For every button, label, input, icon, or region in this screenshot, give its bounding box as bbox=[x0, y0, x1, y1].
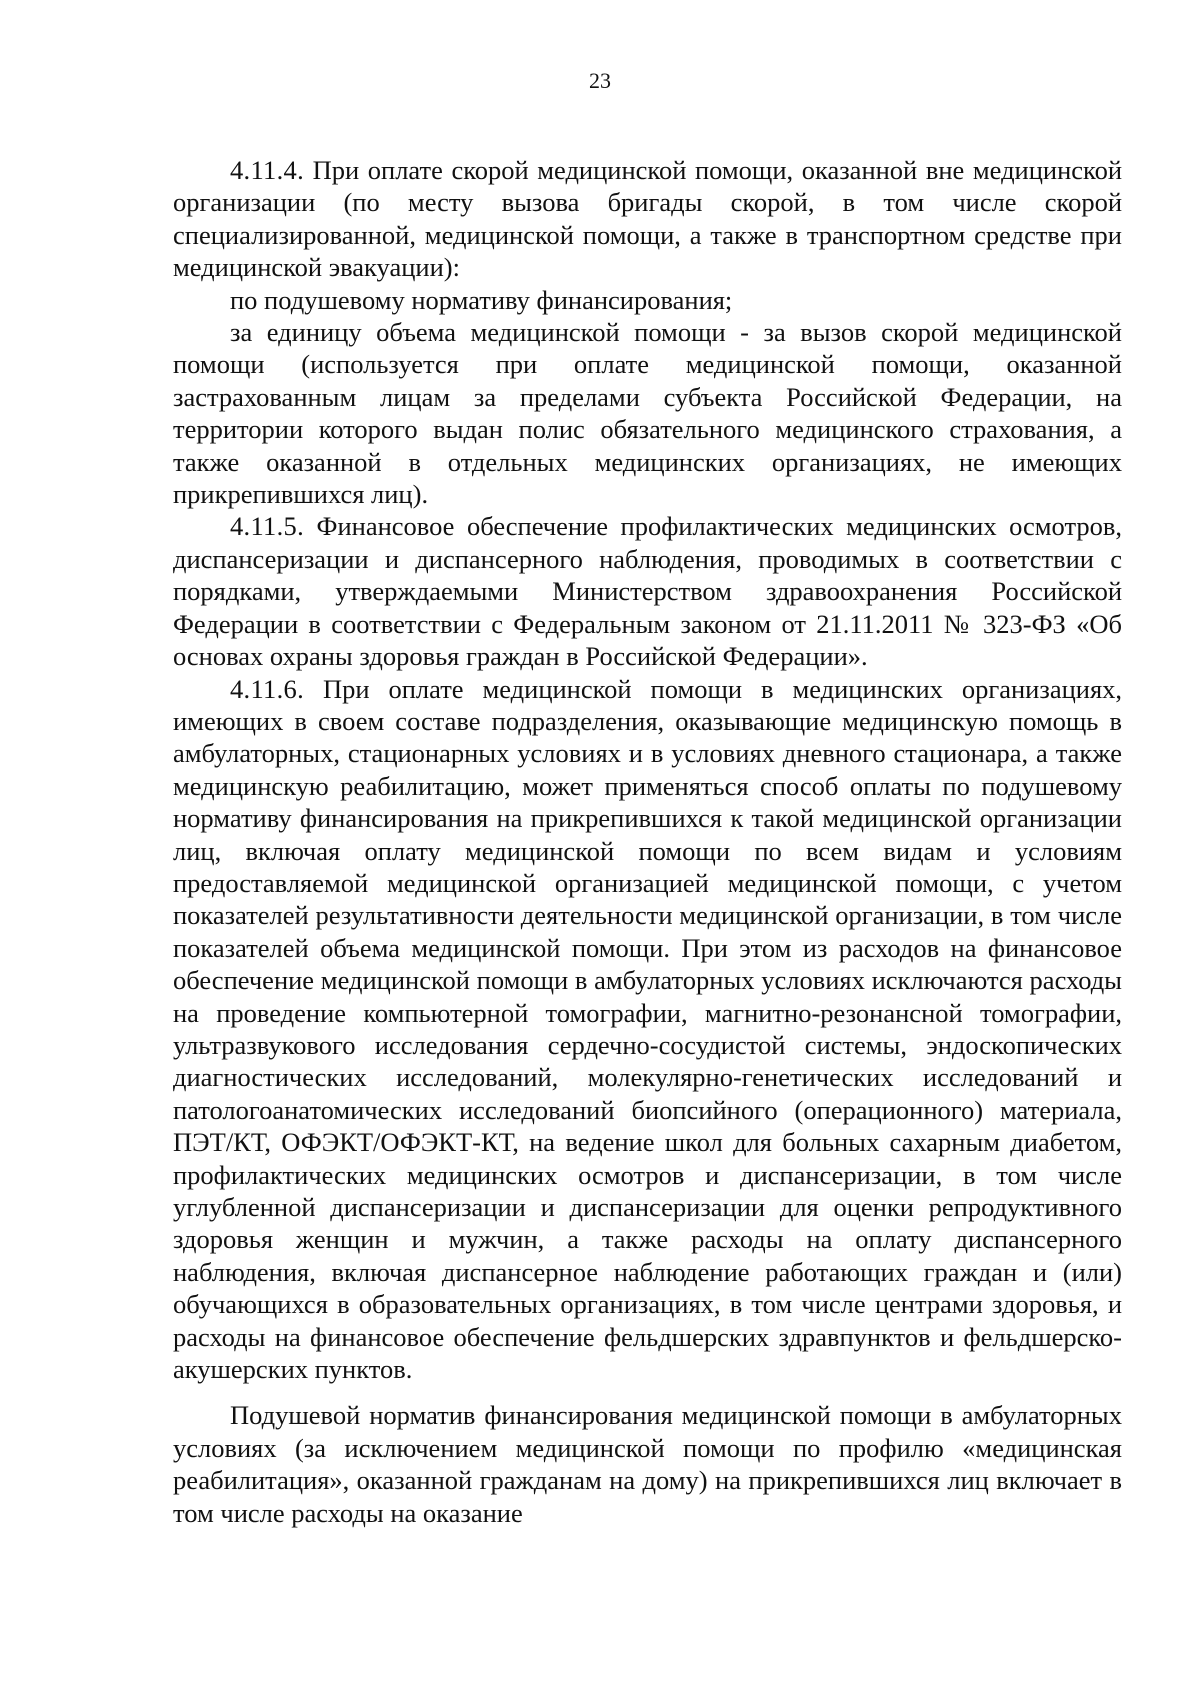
clause-number: 4.11.6. bbox=[230, 673, 304, 704]
paragraph-per-capita bbox=[173, 284, 1122, 316]
paragraph-4-11-4 bbox=[173, 154, 1122, 284]
paragraph-text: При оплате скорой медицинской помощи, оказанной вне медицинской организации (по месту вызова бригады скорой, в том числе скорой специализированной, медицинской помощи, а также в транспортном средстве при медицинской эвакуации): bbox=[173, 155, 1122, 283]
paragraph-text: При оплате медицинской помощи в медицинских организациях, имеющих в своем составе подразделения, оказывающие медицинскую помощь в амбулаторных, стационарных условиях и в условиях дневного стационара, а также медицинскую реабилитацию, может применяться способ оплаты по подушевому нормативу финансирования на прикрепившихся к такой медицинской организации лиц, включая оплату медицинской помощи по всем видам и условиям предоставляемой медицинской организацией медицинской помощи, с учетом показателей результативности деятельности медицинской организации, в том числе показателей объема медицинской помощи. При этом из расходов на финансовое обеспечение медицинской помощи в амбулаторных условиях исключаются расходы на проведение компьютерной томографии, магнитно-резонансной томографии, ультразвукового исследования сердечно-сосудистой системы, эндоскопических диагностических исследований, молекулярно-генетических исследований и патологоанатомических исследований биопсийного (операционного) материала, ПЭТ/КТ, ОФЭКТ/ОФЭКТ-КТ, на ведение школ для больных сахарным диабетом, профилактических медицинских осмотров и диспансеризации, в том числе углубленной диспансеризации и диспансеризации для оценки репродуктивного здоровья женщин и мужчин, а также расходы на оплату диспансерного наблюдения, включая диспансерное наблюдение работающих граждан и (или) обучающихся в образовательных организациях, в том числе центрами здоровья, и расходы на финансовое обеспечение фельдшерских здравпунктов и фельдшерско-акушерских пунктов. bbox=[173, 673, 1123, 1385]
paragraph-4-11-5 bbox=[173, 510, 1122, 672]
paragraph-per-capita-norm bbox=[173, 1399, 1122, 1529]
paragraph-per-unit bbox=[173, 316, 1122, 510]
paragraph-text: по подушевому нормативу финансирования; bbox=[230, 284, 733, 315]
clause-number: 4.11.4. bbox=[230, 155, 304, 185]
paragraph-text: за единицу объема медицинской помощи - за вызов скорой медицинской помощи (используется при оплате медицинской помощи, оказанной застрахованным лицам за пределами субъекта Российской Федерации, на территории которого выдан полис обязательного медицинского страхования, а также оказанной в отдельных медицинских организациях, не имеющих прикрепившихся лиц). bbox=[173, 317, 1122, 510]
paragraph-text: Финансовое обеспечение профилактических медицинских осмотров, диспансеризации и диспансерного наблюдения, проводимых в соответствии с порядками, утверждаемыми Министерством здравоохранения Российской Федерации в соответствии с Федеральным законом от 21.11.2011 № 323-ФЗ «Об основах охраны здоровья граждан в Российской Федерации». bbox=[173, 511, 1122, 672]
document-body bbox=[173, 154, 1122, 1529]
paragraph-4-11-6 bbox=[173, 673, 1122, 1386]
page-number: 23 bbox=[589, 68, 611, 93]
paragraph-text: Подушевой норматив финансирования медицинской помощи в амбулаторных условиях (за исключением медицинской помощи по профилю «медицинская реабилитация», оказанной гражданам на дому) на прикрепившихся лиц включает в том числе расходы на оказание bbox=[173, 1400, 1122, 1528]
clause-number: 4.11.5. bbox=[230, 511, 304, 542]
